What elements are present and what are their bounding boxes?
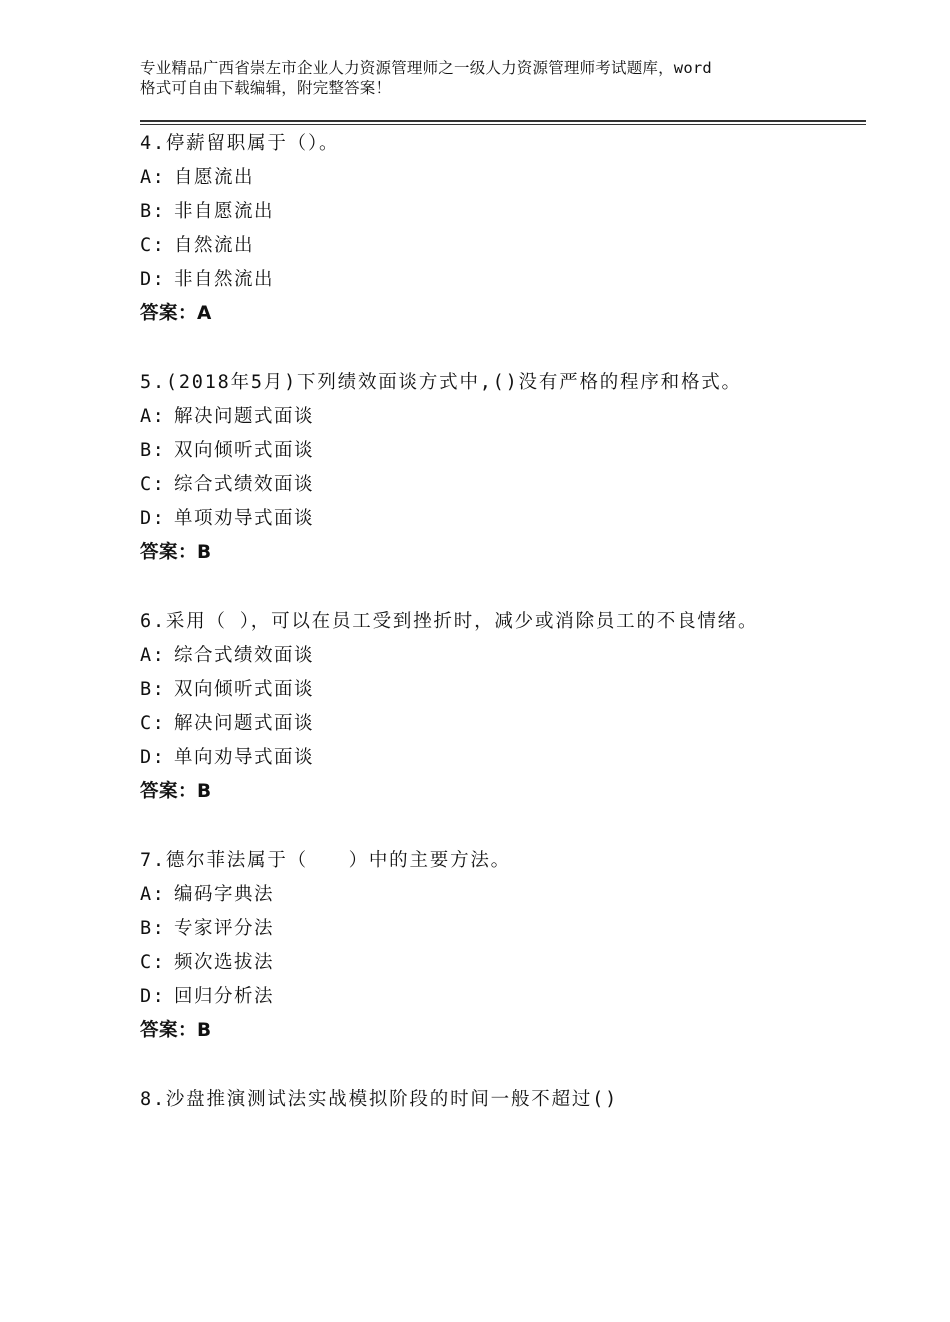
option-d (140, 741, 866, 775)
answer-line: 答案：B (140, 542, 212, 563)
option-key: B: (140, 201, 166, 222)
option-key: B: (140, 440, 166, 461)
header-rule-thick (140, 120, 866, 122)
question-5 (140, 366, 866, 605)
question-list (140, 127, 866, 1322)
option-b (140, 434, 866, 468)
question-stem: 5.(2018年5月)下列绩效面谈方式中,()没有严格的程序和格式。 (140, 372, 742, 393)
option-text: 频次选拔法 (174, 952, 275, 973)
option-text: 双向倾听式面谈 (174, 440, 315, 461)
option-c (140, 229, 866, 263)
answer-line: 答案：B (140, 781, 212, 802)
option-key: D: (140, 747, 166, 768)
option-key: A: (140, 645, 166, 666)
option-text: 解决问题式面谈 (174, 406, 315, 427)
option-key: C: (140, 713, 166, 734)
option-c (140, 946, 866, 980)
option-text: 综合式绩效面谈 (174, 474, 315, 495)
option-a (140, 161, 866, 195)
option-key: D: (140, 508, 166, 529)
option-text: 非自愿流出 (174, 201, 275, 222)
option-a (140, 639, 866, 673)
option-text: 解决问题式面谈 (174, 713, 315, 734)
question-6 (140, 605, 866, 844)
option-text: 回归分析法 (174, 986, 275, 1007)
option-key: A: (140, 884, 166, 905)
answer-line: 答案：B (140, 1020, 212, 1041)
option-key: C: (140, 952, 166, 973)
question-stem: 8.沙盘推演测试法实战模拟阶段的时间一般不超过() (140, 1089, 619, 1110)
option-text: 双向倾听式面谈 (174, 679, 315, 700)
option-key: C: (140, 474, 166, 495)
question-7 (140, 844, 866, 1083)
option-key: B: (140, 679, 166, 700)
option-text: 非自然流出 (174, 269, 275, 290)
option-text: 专家评分法 (174, 918, 275, 939)
option-key: C: (140, 235, 166, 256)
question-4 (140, 127, 866, 366)
option-a (140, 400, 866, 434)
option-key: A: (140, 406, 166, 427)
question-8 (140, 1083, 866, 1322)
option-c (140, 707, 866, 741)
question-stem: 7.德尔菲法属于（ ）中的主要方法。 (140, 850, 511, 871)
option-text: 自然流出 (174, 235, 255, 256)
option-text: 编码字典法 (174, 884, 275, 905)
option-text: 综合式绩效面谈 (174, 645, 315, 666)
option-key: B: (140, 918, 166, 939)
option-key: D: (140, 269, 166, 290)
option-d (140, 980, 866, 1014)
question-stem: 6.采用（ ），可以在员工受到挫折时，减少或消除员工的不良情绪。 (140, 611, 759, 632)
question-stem: 4.停薪留职属于（）。 (140, 133, 340, 154)
header-rule-thin (140, 124, 866, 125)
answer-line: 答案：A (140, 303, 212, 324)
header-line-2: 格式可自由下载编辑，附完整答案！ (140, 79, 392, 97)
option-text: 单向劝导式面谈 (174, 747, 315, 768)
option-d (140, 263, 866, 297)
option-key: A: (140, 167, 166, 188)
option-text: 自愿流出 (174, 167, 255, 188)
option-key: D: (140, 986, 166, 1007)
header-line-1: 专业精品广西省崇左市企业人力资源管理师之一级人力资源管理师考试题库，word (140, 59, 712, 77)
option-a (140, 878, 866, 912)
option-c (140, 468, 866, 502)
option-text: 单项劝导式面谈 (174, 508, 315, 529)
option-d (140, 502, 866, 536)
option-b (140, 912, 866, 946)
option-b (140, 195, 866, 229)
option-b (140, 673, 866, 707)
document-header (140, 58, 840, 98)
